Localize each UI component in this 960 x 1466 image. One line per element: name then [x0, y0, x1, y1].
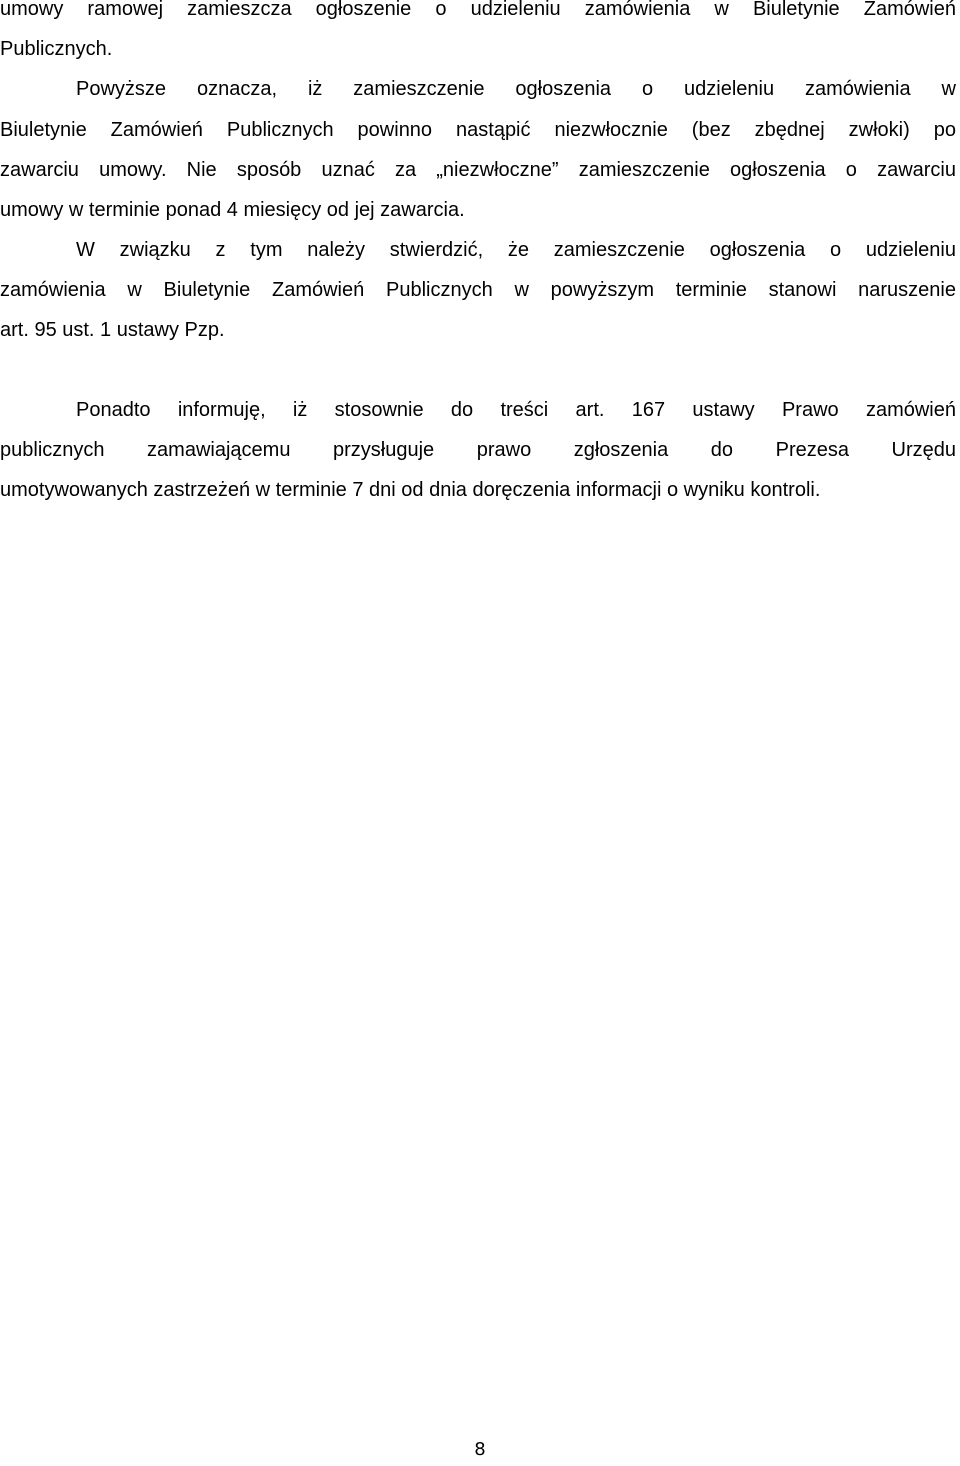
text-line: umowy ramowej zamieszcza ogłoszenie o udzieleniu zamówienia w Biuletynie Zamówień [0, 0, 956, 20]
text-line: Publicznych. [0, 38, 113, 60]
text-line: publicznych zamawiającemu przysługuje prawo zgłoszenia do Prezesa Urzędu [0, 439, 956, 461]
page-number: 8 [474, 1439, 486, 1460]
text-line: W związku z tym należy stwierdzić, że zamieszczenie ogłoszenia o udzieleniu [76, 239, 956, 261]
text-line: Biuletynie Zamówień Publicznych powinno nastąpić niezwłocznie (bez zbędnej zwłoki) po [0, 119, 956, 141]
text-line: zamówienia w Biuletynie Zamówień Publicznych w powyższym terminie stanowi naruszenie [0, 279, 956, 301]
text-line: Powyższe oznacza, iż zamieszczenie ogłoszenia o udzieleniu zamówienia w [76, 78, 956, 100]
text-line: umowy w terminie ponad 4 miesięcy od jej zawarcia. [0, 199, 465, 221]
text-line: zawarciu umowy. Nie sposób uznać za „niezwłoczne” zamieszczenie ogłoszenia o zawarciu [0, 159, 956, 181]
text-line: umotywowanych zastrzeżeń w terminie 7 dni od dnia doręczenia informacji o wyniku kontroli. [0, 479, 821, 501]
text-line: art. 95 ust. 1 ustawy Pzp. [0, 319, 225, 341]
text-line: Ponadto informuję, iż stosownie do treści art. 167 ustawy Prawo zamówień [76, 399, 956, 421]
